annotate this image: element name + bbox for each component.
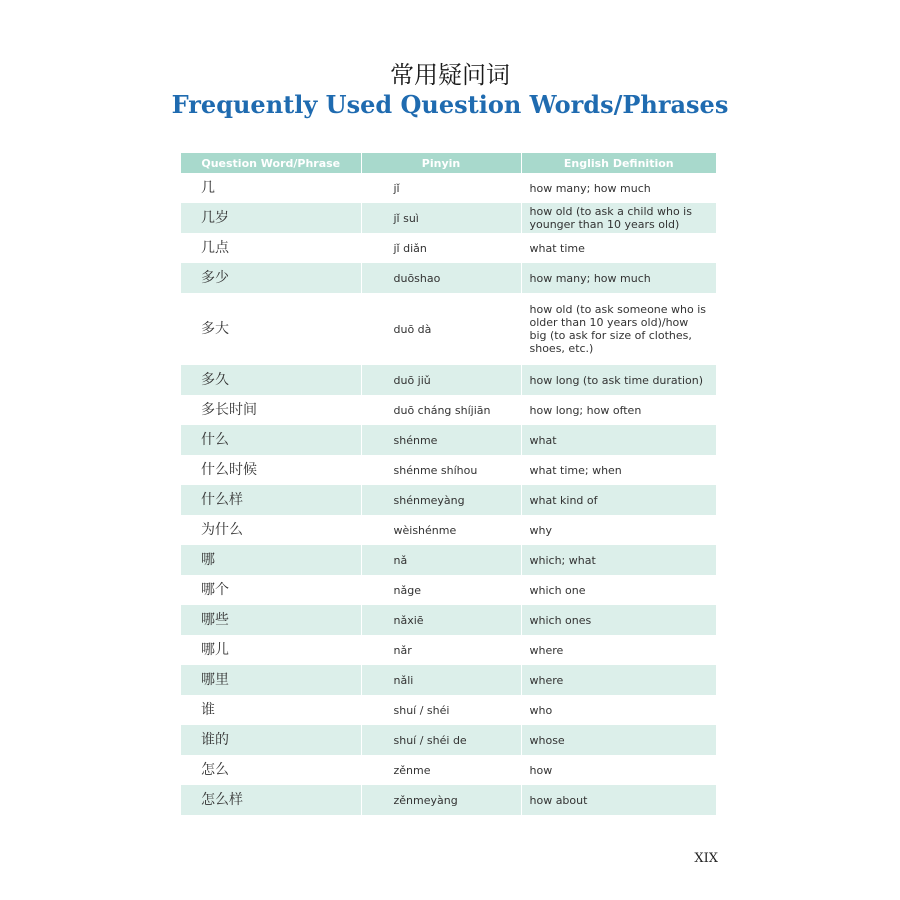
column-header-word: Question Word/Phrase (181, 153, 361, 173)
question-word-cell: 多少 (181, 263, 361, 293)
table-row (181, 515, 716, 545)
definition-cell: whose (521, 725, 716, 755)
definition-cell: why (529, 523, 552, 537)
table-row (181, 635, 716, 665)
definition-cell: how about (521, 785, 716, 815)
pinyin-cell: duōshao (361, 263, 521, 293)
question-words-table (181, 153, 716, 815)
question-word-cell: 哪个 (181, 575, 361, 605)
definition-cell: where (521, 665, 716, 695)
table-row (181, 293, 716, 365)
definition-cell: how old (to ask someone who is older than 10 years old)/how big (to ask for size of clothes, shoes, etc.) (529, 303, 707, 355)
pinyin-cell: nǎge (361, 575, 521, 605)
question-word-cell: 多长时间 (181, 395, 361, 425)
page-title-english: Frequently Used Question Words/Phrases (171, 90, 729, 119)
table-row (181, 395, 716, 425)
definition-cell: what (521, 425, 716, 455)
pinyin-cell: nǎxiē (361, 605, 521, 635)
pinyin-cell: shénme (361, 425, 521, 455)
table-row (181, 695, 716, 725)
pinyin-cell: shuí / shéi (361, 695, 521, 725)
table-row (181, 485, 716, 515)
page-number: XIX (694, 851, 718, 866)
pinyin-cell: duō jiǔ (361, 365, 521, 395)
question-word-cell: 什么 (181, 425, 361, 455)
definition-cell: which one (529, 583, 586, 597)
pinyin-cell: zěnme (361, 755, 521, 785)
table-row (181, 263, 716, 293)
pinyin-cell: duō cháng shíjiān (361, 395, 521, 425)
table-row (181, 203, 716, 233)
table-row (181, 605, 716, 635)
table-row (181, 455, 716, 485)
table-row (181, 173, 716, 203)
pinyin-cell: jǐ (361, 173, 521, 203)
question-word-cell: 多久 (181, 365, 361, 395)
page-title-chinese: 常用疑问词 (390, 61, 510, 89)
pinyin-cell: jǐ suì (361, 203, 521, 233)
definition-cell: how many; how much (529, 181, 651, 195)
question-word-cell: 哪 (181, 545, 361, 575)
definition-cell: how many; how much (521, 263, 716, 293)
definition-cell: how long (to ask time duration) (521, 365, 716, 395)
table-row (181, 545, 716, 575)
question-word-cell: 几点 (181, 233, 361, 263)
question-word-cell: 几岁 (181, 203, 361, 233)
column-header-pinyin: Pinyin (361, 153, 521, 173)
question-word-cell: 几 (181, 173, 361, 203)
question-word-cell: 哪些 (181, 605, 361, 635)
pinyin-cell: duō dà (361, 293, 521, 365)
definition-cell: which ones (521, 605, 716, 635)
pinyin-cell: wèishénme (361, 515, 521, 545)
definition-cell: where (529, 643, 564, 657)
pinyin-cell: nǎr (361, 635, 521, 665)
table-row (181, 665, 716, 695)
definition-cell: how long; how often (529, 403, 642, 417)
definition-cell: how (529, 763, 553, 777)
definition-cell: what time; when (529, 463, 622, 477)
question-word-cell: 怎么 (181, 755, 361, 785)
pinyin-cell: shuí / shéi de (361, 725, 521, 755)
table-header-row (181, 153, 716, 173)
question-word-cell: 哪儿 (181, 635, 361, 665)
question-word-cell: 什么样 (181, 485, 361, 515)
definition-cell: what kind of (521, 485, 716, 515)
question-word-cell: 谁 (181, 695, 361, 725)
table-row (181, 365, 716, 395)
question-word-cell: 什么时候 (181, 455, 361, 485)
table-row (181, 425, 716, 455)
table-row (181, 725, 716, 755)
pinyin-cell: zěnmeyàng (361, 785, 521, 815)
pinyin-cell: jǐ diǎn (361, 233, 521, 263)
question-word-cell: 多大 (181, 293, 361, 365)
definition-cell: who (529, 703, 553, 717)
pinyin-cell: shénmeyàng (361, 485, 521, 515)
definition-cell: which; what (521, 545, 716, 575)
pinyin-cell: shénme shíhou (361, 455, 521, 485)
table-row (181, 575, 716, 605)
table-row (181, 785, 716, 815)
question-word-cell: 谁的 (181, 725, 361, 755)
definition-cell: how old (to ask a child who is younger than 10 years old) (521, 203, 716, 233)
question-word-cell: 怎么样 (181, 785, 361, 815)
table-row (181, 233, 716, 263)
question-word-cell: 哪里 (181, 665, 361, 695)
pinyin-cell: nǎ (361, 545, 521, 575)
definition-cell: what time (529, 241, 585, 255)
column-header-definition: English Definition (521, 153, 716, 173)
pinyin-cell: nǎli (361, 665, 521, 695)
question-word-cell: 为什么 (181, 515, 361, 545)
table-row (181, 755, 716, 785)
